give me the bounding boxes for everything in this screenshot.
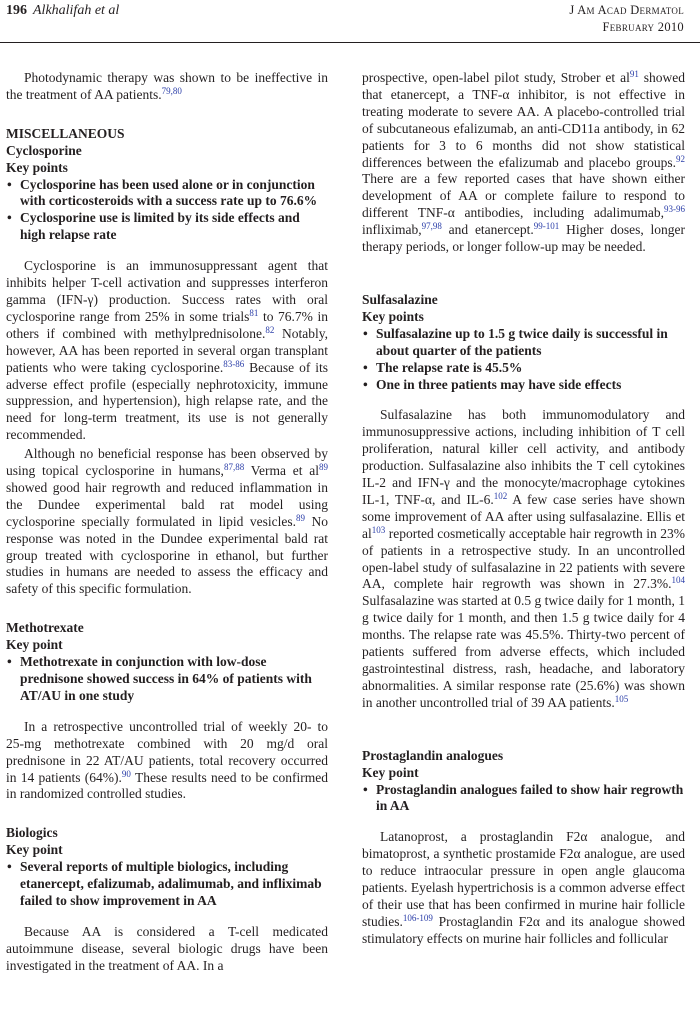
key-points-list (362, 782, 685, 816)
citation-link[interactable]: 97,98 (421, 221, 442, 232)
citation-link[interactable]: 103 (371, 524, 386, 535)
subsection-heading-methotrexate: Methotrexate (6, 620, 84, 636)
biologics-paragraph: Because AA is considered a T-cell medicated autoimmune disease, several biologic drugs have been investigated in the treatment of AA. In a (6, 923, 328, 973)
citation-link[interactable]: 91 (629, 69, 639, 79)
pdt-paragraph: Photodynamic therapy was shown to be ineffective in the treatment of AA patients.$^{79,80}$ (6, 70, 328, 102)
citation-link[interactable]: 83-86 (223, 358, 245, 369)
key-point: • Prostaglandin analogues failed to show hair regrowth in AA (376, 782, 685, 816)
key-point: • Several reports of multiple biologics, including etanercept, efalizumab, adalimumab, and infliximab failed to show improvement in AA (20, 859, 328, 910)
citation-link[interactable]: 106-109 (402, 912, 433, 923)
biologics-paragraph-continued: prospective, open-label pilot study, Strober et $al^{91}$ showed that etanercept, a TNF-α inhibitor, is not effective in treating moderate to severe AA. A placebo-controlled trial of subcutaneous efalizumab, an anti-CD11a antibody, in 62 patients for 3 to 6 months did not show statistical differences between the efalizumab and placebo groups.$^{92}$ There are a few reported cases that have shown either development of AA or complete failure to respond to different TNF-α antibodies, including adalimumab,$^{93-96}$ infliximab,$^{97,98}$ and etanercept.$^{99-101}$ Higher doses, longer therapy periods, or longer follow-up may be needed. (362, 69, 685, 255)
key-point: • The relapse rate is 45.5% (376, 360, 685, 377)
section-heading-miscellaneous: MISCELLANEOUS (6, 125, 125, 141)
subsection-heading-cyclosporine: Cyclosporine (6, 142, 82, 158)
sulfasalazine-paragraph: Sulfasalazine has both immunomodulatory and immunosuppressive actions, including inhibition of T cell proliferation, natural killer cell activity, and antibody production. Sulfasalazine also inhibits the T cell cytokines IL-2 and IFN-γ and the monocyte/macrophage cytokines IL-1, TNF-α, and IL-6.$^{102}$ A few case series have shown some improvement of AA after using sulfasalazine. Ellis et $al^{103}$ reported cosmetically acceptable hair regrowth in 23% of patients in a retrospective study. In an uncontrolled open-label study of sulfasalazine in 22 patients with severe AA, complete hair regrowth was shown in 27.3%.$^{104}$ Sulfasalazine was started at 0.5 g twice daily for 1 month, 1 g twice daily for 1 month, and then 1.5 g twice daily for 4 months. The relapse rate was 45.5%. Thirty-two percent of patients suffered from adverse effects, which included gastrointestinal distress, rash, headache, and laboratory abnormalities. A similar response rate (25.6%) was shown in another uncontrolled trial of 39 AA patients.$^{105}$ (362, 407, 686, 710)
left-column (6, 70, 328, 975)
key-point: • Sulfasalazine up to 1.5 g twice daily is successful in about quarter of the patients (376, 326, 685, 360)
citation-link[interactable]: 90 (121, 768, 131, 779)
citation-link[interactable]: 79,80 (161, 85, 182, 96)
citation-link[interactable]: 89 (296, 512, 305, 523)
citation-link[interactable]: 81 (249, 307, 259, 318)
journal-name: J Am Acad Dermatol (569, 3, 684, 17)
citation-link[interactable]: 82 (265, 324, 275, 335)
key-point-title: Key point (362, 764, 419, 780)
cyclosporine-paragraph-2: Although no beneficial response has been observed by using topical cyclosporine in humans,$^{87,88}$ Verma et $al^{89}$ showed good hair regrowth and reduced inflammation in the Dundee experimental bald rat model using cyclosporine specially formulated in lipid vesicles.$^{89}$ No response was noted in the Dundee experimental bald rat group treated with cyclosporine in ethanol, but further studies in humans are needed to assess the efficacy and safety of this specific formulation. (6, 446, 328, 597)
citation-link[interactable]: 102 (493, 490, 508, 501)
cyclosporine-paragraph-1: Cyclosporine is an immunosuppressant agent that inhibits helper T-cell activation and suppresses interferon gamma (IFN-γ) production. Success rates with oral cyclosporine range from 25% in some trials$^{81}$ to 76.7% in others if combined with methylprednisolone.$^{82}$ Notably, however, AA has been reported in several organ transplant patients who were taking cyclosporine.$^{83-86}$ Because of its adverse effect profile (especially nephrotoxicity, immune suppression, and hypertension), high relapse rate, and the need for long-term treatment, its use is not generally recommended. (6, 258, 329, 443)
issue-date: February 2010 (602, 20, 684, 34)
key-point: • Cyclosporine use is limited by its side effects and high relapse rate (20, 210, 328, 244)
page-number: 196 (6, 3, 27, 18)
key-points-list (6, 654, 328, 705)
subsection-heading-biologics: Biologics (6, 825, 58, 841)
key-points-list (362, 326, 685, 394)
key-points-title: Key points (362, 308, 424, 324)
methotrexate-paragraph: In a retrospective uncontrolled trial of weekly 20- to 25-mg methotrexate combined with 20 mg/d oral prednisone in 22 AT/AU patients, total recovery occurred in 14 patients (64%).$^{90}$ These results need to be confirmed in randomized controlled studies. (6, 718, 328, 802)
subsection-heading-sulfasalazine: Sulfasalazine (362, 291, 438, 307)
citation-link[interactable]: 99-101 (533, 221, 560, 232)
key-points-title: Key points (6, 159, 68, 175)
citation-link[interactable]: 93-96 (664, 204, 685, 215)
citation-link[interactable]: 104 (671, 575, 685, 586)
key-points-list (6, 177, 328, 245)
right-column (362, 70, 685, 948)
key-point: • Cyclosporine has been used alone or in conjunction with corticosteroids with a success rate up to 76.6% (20, 177, 328, 211)
citation-link[interactable]: 92 (676, 153, 685, 164)
key-point: • Methotrexate in conjunction with low-dose prednisone showed success in 64% of patients with AT/AU in one study (20, 654, 328, 705)
running-header (0, 0, 700, 43)
citation-link[interactable]: 89 (319, 462, 328, 473)
prostaglandin-paragraph: Latanoprost, a prostaglandin F2α analogue, and bimatoprost, a synthetic prostamide F2α analogue, are used to reduce intraocular pressure in open angle glaucoma patients. Eyelash hypertrichosis is a common adverse effect of their use that has been confirmed in murine hair follicle studies.$^{106-109}$ Prostaglandin F2α and its analogue showed stimulatory effects on murine hair follicles and follicular (362, 829, 685, 946)
running-author: Alkhalifah et al (33, 3, 120, 18)
subsection-heading-prostaglandin: Prostaglandin analogues (362, 747, 504, 763)
key-point-title: Key point (6, 842, 63, 858)
citation-link[interactable]: 87,88 (223, 462, 245, 473)
key-point-title: Key point (6, 637, 63, 653)
key-point: • One in three patients may have side effects (376, 377, 685, 394)
citation-link[interactable]: 105 (614, 693, 629, 704)
key-points-list (6, 859, 328, 910)
